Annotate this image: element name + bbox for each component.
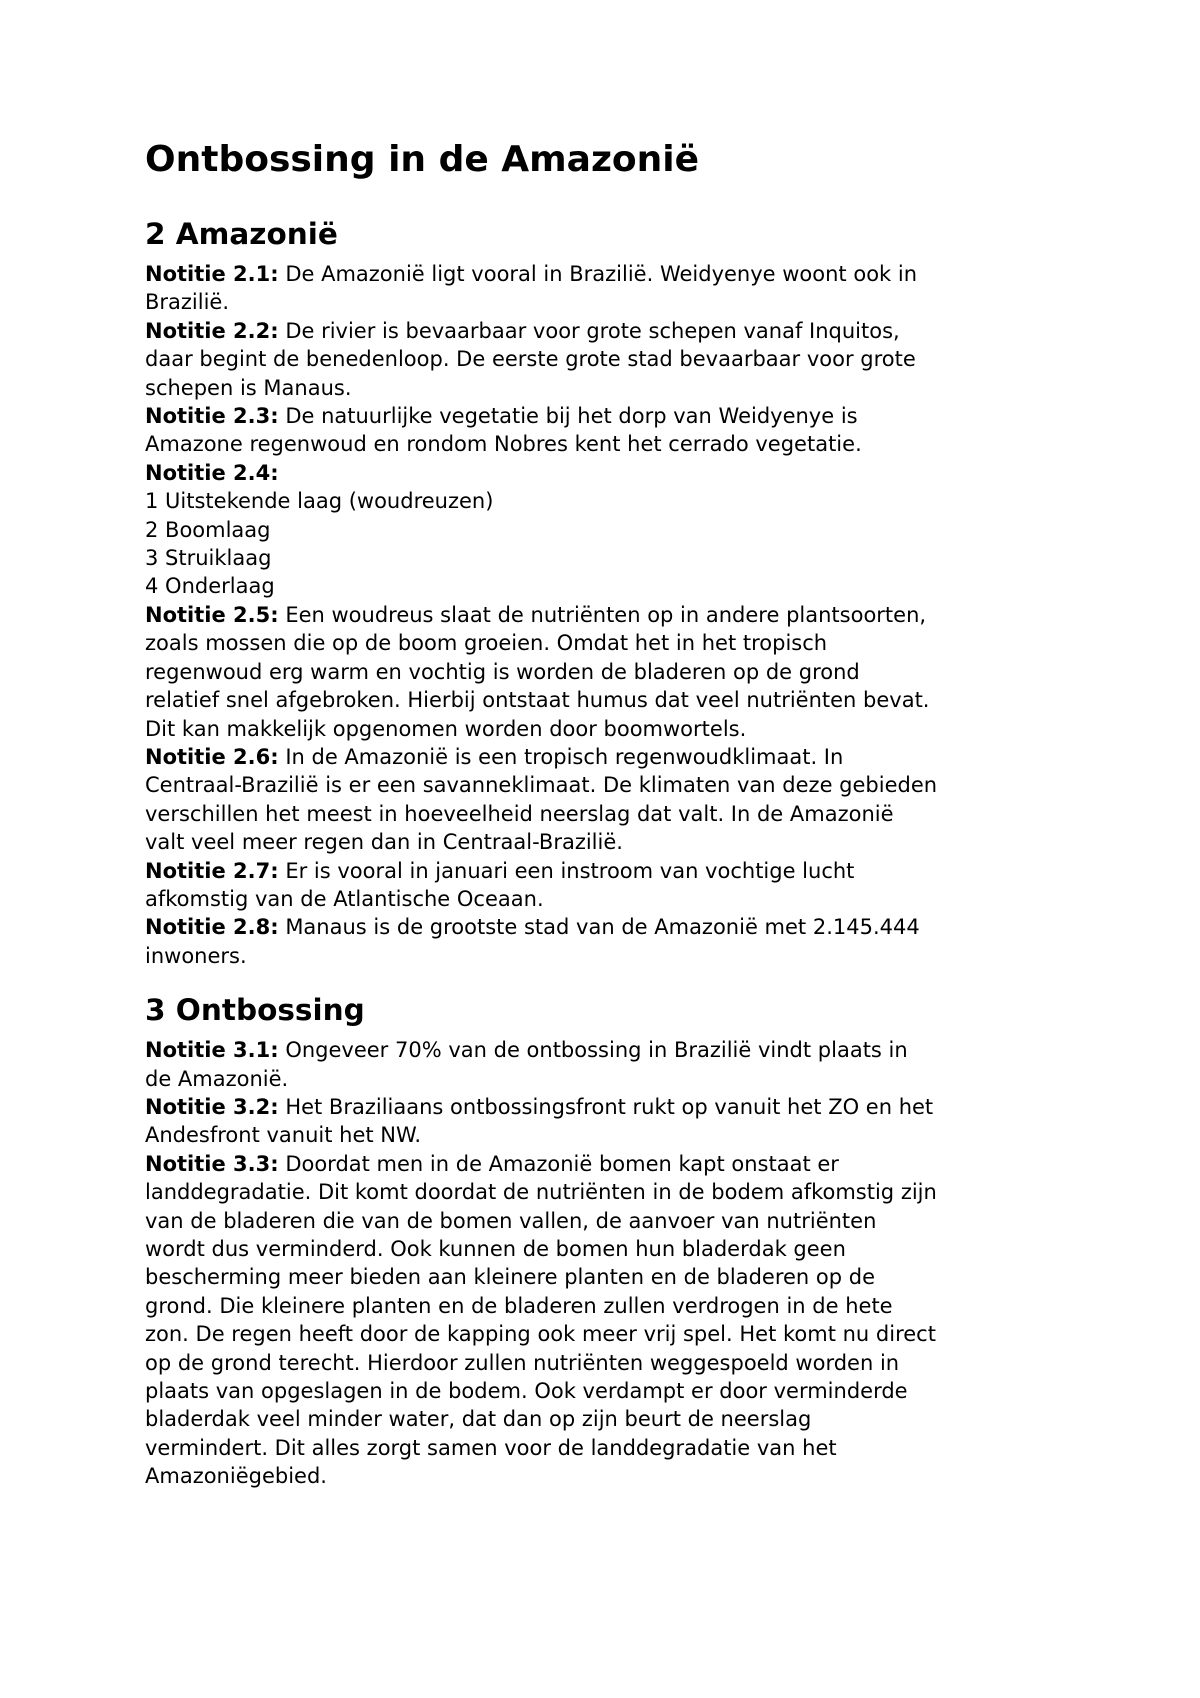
note-line: verschillen het meest in hoeveelheid neerslag dat valt. In de Amazonië — [145, 801, 894, 826]
note-2-4 — [145, 459, 1085, 601]
note-label: Notitie 3.2: — [145, 1094, 279, 1119]
note-line: Centraal-Brazilië is er een savanneklimaat. De klimaten van deze gebieden — [145, 773, 938, 798]
note-line: zoals mossen die op de boom groeien. Omdat het in het tropisch — [145, 631, 828, 656]
note-text: De rivier is bevaarbaar voor grote schepen vanaf Inquitos, — [278, 318, 900, 343]
note-text: De natuurlijke vegetatie bij het dorp van Weidyenye is — [278, 404, 858, 429]
note-line: Brazilië. — [145, 290, 230, 315]
document-title: Ontbossing in de Amazonië — [145, 139, 700, 180]
note-line: relatief snel afgebroken. Hierbij ontstaat humus dat veel nutriënten bevat. — [145, 688, 930, 713]
note-line: inwoners. — [145, 943, 247, 968]
note-label: Notitie 2.5: — [145, 602, 279, 627]
section-heading: 3 Ontbossing — [145, 993, 365, 1028]
note-text: Ongeveer 70% van de ontbossing in Brazilië vindt plaats in — [278, 1038, 908, 1063]
layer-item: 4 Onderlaag — [145, 574, 275, 599]
note-line — [145, 857, 1085, 885]
note-3-3 — [145, 1150, 1085, 1491]
note-text: Het Braziliaans ontbossingsfront rukt op vanuit het ZO en het — [278, 1094, 934, 1119]
layer-item: 1 Uitstekende laag (woudreuzen) — [145, 489, 494, 514]
note-label: Notitie 3.1: — [145, 1038, 279, 1063]
note-line: landdegradatie. Dit komt doordat de nutriënten in de bodem afkomstig zijn — [145, 1180, 937, 1205]
note-line: afkomstig van de Atlantische Oceaan. — [145, 886, 544, 911]
note-text: Een woudreus slaat de nutriënten op in andere plantsoorten, — [278, 602, 927, 627]
note-2-6 — [145, 743, 1085, 857]
note-2-5 — [145, 601, 1085, 743]
note-line — [145, 1036, 1085, 1064]
layer-item: 3 Struiklaag — [145, 546, 272, 571]
note-text: In de Amazonië is een tropisch regenwoudklimaat. In — [278, 744, 844, 769]
note-3-2 — [145, 1093, 1085, 1150]
note-text: Er is vooral in januari een instroom van vochtige lucht — [278, 858, 855, 883]
note-line — [145, 402, 1085, 430]
note-label: Notitie 2.7: — [145, 858, 279, 883]
section-heading: 2 Amazonië — [145, 217, 338, 251]
note-label: Notitie 2.2: — [145, 318, 279, 343]
note-line: wordt dus verminderd. Ook kunnen de bomen hun bladerdak geen — [145, 1237, 846, 1261]
note-line: de Amazonië. — [145, 1066, 289, 1091]
note-2-2 — [145, 317, 1085, 402]
note-line — [145, 459, 1085, 487]
note-label: Notitie 2.1: — [145, 262, 279, 286]
note-line: vermindert. Dit alles zorgt samen voor de landdegradatie van het — [145, 1435, 837, 1460]
section-amazonie — [145, 216, 1085, 970]
note-label: Notitie 2.8: — [145, 915, 279, 940]
layer-item: 2 Boomlaag — [145, 517, 271, 542]
note-label: Notitie 3.3: — [145, 1151, 279, 1176]
note-2-7 — [145, 857, 1085, 914]
note-label: Notitie 2.4: — [145, 460, 279, 485]
note-line: valt veel meer regen dan in Centraal-Brazilië. — [145, 830, 623, 855]
note-line: Amazoniëgebied. — [145, 1464, 327, 1489]
document-page — [145, 138, 1085, 1491]
note-line — [145, 260, 1085, 288]
note-label: Notitie 2.6: — [145, 744, 279, 769]
note-line: schepen is Manaus. — [145, 375, 352, 400]
note-line — [145, 743, 1085, 771]
note-line — [145, 913, 1085, 941]
note-line: op de grond terecht. Hierdoor zullen nutriënten weggespoeld worden in — [145, 1350, 900, 1375]
note-3-1 — [145, 1036, 1085, 1093]
note-label: Notitie 2.3: — [145, 404, 279, 429]
note-2-3 — [145, 402, 1085, 459]
section-ontbossing — [145, 992, 1085, 1491]
note-line: Amazone regenwoud en rondom Nobres kent het cerrado vegetatie. — [145, 432, 862, 457]
note-line: grond. Die kleinere planten en de bladeren zullen verdrogen in de hete — [145, 1293, 893, 1318]
note-2-8 — [145, 913, 1085, 970]
note-line: daar begint de benedenloop. De eerste grote stad bevaarbaar voor grote — [145, 347, 916, 372]
note-text: De Amazonië ligt vooral in Brazilië. Weidyenye woont ook in — [278, 262, 918, 286]
note-line — [145, 601, 1085, 629]
note-line: Dit kan makkelijk opgenomen worden door boomwortels. — [145, 716, 747, 741]
note-line: bladerdak veel minder water, dat dan op zijn beurt de neerslag — [145, 1407, 812, 1432]
note-text: Manaus is de grootste stad van de Amazonië met 2.145.444 — [278, 915, 920, 940]
note-text: Doordat men in de Amazonië bomen kapt onstaat er — [278, 1151, 839, 1176]
note-2-1 — [145, 260, 1085, 317]
note-line — [145, 1150, 1085, 1178]
note-line: plaats van opgeslagen in de bodem. Ook verdampt er door verminderde — [145, 1379, 908, 1404]
note-line: bescherming meer bieden aan kleinere planten en de bladeren op de — [145, 1265, 876, 1290]
note-line — [145, 1093, 1085, 1121]
note-line — [145, 317, 1085, 345]
note-line: van de bladeren die van de bomen vallen, de aanvoer van nutriënten — [145, 1208, 877, 1233]
note-line: zon. De regen heeft door de kapping ook meer vrij spel. Het komt nu direct — [145, 1322, 936, 1347]
note-line: regenwoud erg warm en vochtig is worden de bladeren op de grond — [145, 659, 860, 684]
note-line: Andesfront vanuit het NW. — [145, 1123, 422, 1148]
